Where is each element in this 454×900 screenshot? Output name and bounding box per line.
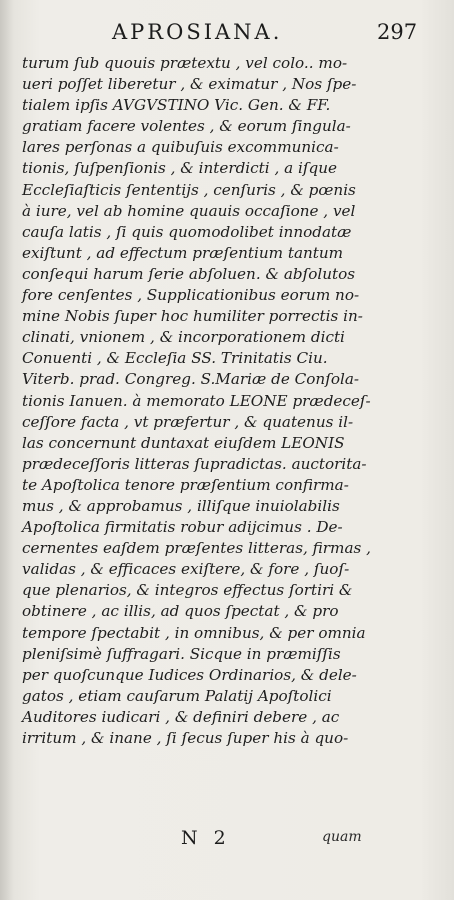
signature-mark: N 2	[181, 827, 231, 849]
catchword: quam	[322, 829, 362, 845]
text-line: cauſa latis , ſi quis quomodolibet innodatæ	[22, 222, 352, 241]
text-line: ceſſore facta , vt præfertur , & quatenus il-	[22, 412, 354, 431]
text-line: à iure, vel ab homine quauis occaſione , vel	[22, 201, 356, 220]
page-header	[0, 20, 454, 50]
text-line: tionis Ianuen. à memorato LEONE prædeceſ-	[22, 391, 371, 410]
text-line: te Apoſtolica tenore præſentium confirma-	[22, 475, 349, 494]
text-line: exiſtunt , ad effectum præſentium tantum	[22, 243, 344, 262]
text-line: las concernunt duntaxat eiuſdem LEONIS	[22, 433, 345, 452]
text-line: tialem ipſis AVGVSTINO Vic. Gen. & FF.	[22, 96, 331, 115]
text-line: que plenarios, & integros effectus ſortiri &	[22, 581, 353, 600]
text-line: mus , & approbamus , illiſque inuiolabilis	[22, 496, 340, 515]
body-text	[22, 53, 402, 749]
text-line: gratiam facere volentes , & eorum ſingula-	[22, 117, 351, 136]
text-line: ueri poſſet liberetur , & eximatur , Nos ſpe-	[22, 75, 357, 94]
text-line: Auditores iudicari , & definiri debere , ac	[22, 707, 340, 726]
text-line: pleniſsimè ſuffragari. Sicque in præmiſſis	[22, 644, 341, 663]
text-line: turum ſub quouis prætextu , vel colo.. mo-	[22, 54, 348, 72]
text-line: per quoſcunque Iudices Ordinarios, & dele-	[22, 665, 357, 684]
text-line: conſequi harum ſerie abſoluen. & abſolutos	[22, 264, 356, 283]
text-line: obtinere , ac illis, ad quos ſpectat , & pro	[22, 602, 339, 621]
text-line: Viterb. prad. Congreg. S.Mariæ de Conſola-	[22, 370, 360, 389]
text-line: validas , & efficaces exiſtere, & fore , ſuoſ-	[22, 560, 350, 579]
text-line: clinati, vnionem , & incorporationem dicti	[22, 328, 345, 347]
text-line: gatos , etiam cauſarum Palatij Apoſtolici	[22, 686, 332, 705]
page-number: 297	[377, 20, 418, 44]
text-line: lares perſonas a quibuſuis excommunica-	[22, 138, 339, 157]
running-head: APROSIANA.	[112, 20, 283, 44]
text-line: tempore ſpectabit , in omnibus, & per omnia	[22, 623, 366, 642]
text-line: Eccleſiaſticis ſententijs , cenſuris , & pœnis	[22, 180, 356, 199]
text-line: mine Nobis ſuper hoc humiliter porrectis in-	[22, 307, 363, 326]
text-line: fore cenſentes , Supplicationibus eorum no-	[22, 286, 360, 305]
text-line: tionis, ſuſpenſionis , & interdicti , a iſque	[22, 159, 337, 178]
text-line: Conuenti , & Eccleſia SS. Trinitatis Ciu.	[22, 349, 328, 368]
text-line: Apoſtolica firmitatis robur adijcimus . De-	[22, 518, 343, 537]
text-line: irritum , & inane , ſi ſecus ſuper his à quo-	[22, 729, 349, 747]
text-line: prædeceſſoris litteras ſupradictas. auctorita-	[22, 454, 367, 473]
page-footer	[0, 827, 454, 857]
text-line: cernentes eaſdem præſentes litteras, firmas ,	[22, 539, 371, 558]
